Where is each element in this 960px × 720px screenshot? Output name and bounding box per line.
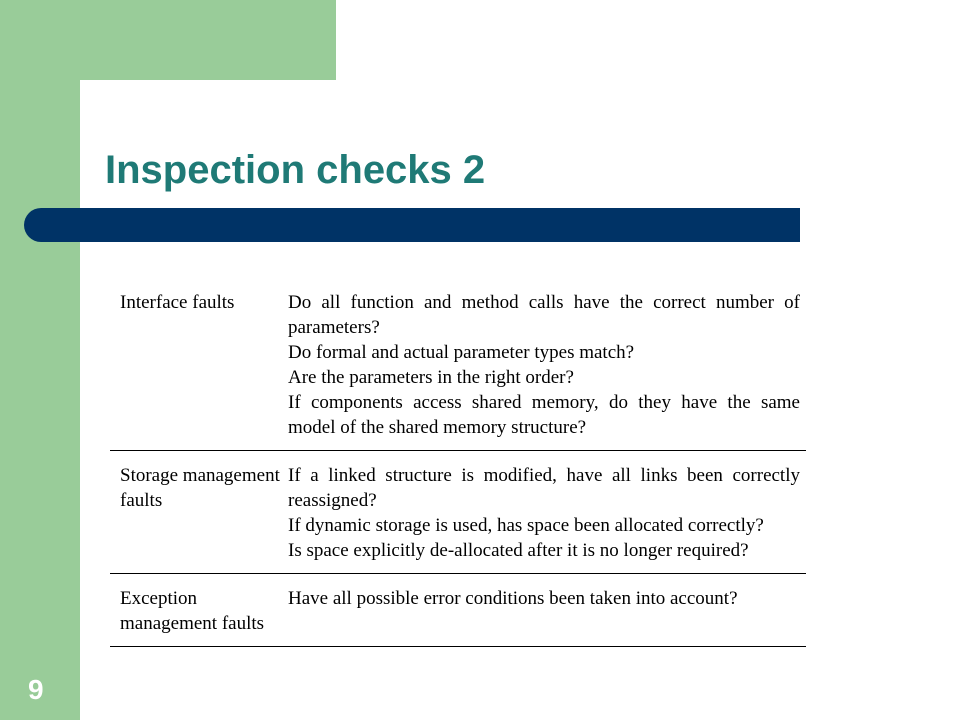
green-top-band [0,0,336,80]
fault-class-label: Interface faults [120,292,235,313]
table-row [110,574,806,647]
slide-title: Inspection checks 2 [105,148,486,192]
check-question: Have all possible error conditions been taken into account? [288,588,738,609]
table-row [110,451,806,574]
check-questions [288,463,806,563]
check-question: If dynamic storage is used, has space been allocated correctly? [288,515,764,536]
fault-class-label: Storage management faults [120,465,280,511]
check-question: Are the parameters in the right order? [288,367,574,388]
inspection-checks-table [110,278,806,647]
green-sidebar [0,0,80,720]
check-question: If components access shared memory, do they have the same model of the shared memory structure? [288,392,800,438]
check-question: Do all function and method calls have the correct number of parameters? [288,292,800,338]
check-questions [288,290,806,440]
table-row [110,278,806,451]
fault-class-label: Exception management faults [120,588,265,634]
check-question: If a linked structure is modified, have all links been correctly reassigned? [288,465,800,511]
check-question: Do formal and actual parameter types match? [288,342,635,363]
check-question: Is space explicitly de-allocated after it is no longer required? [288,540,749,561]
bar-notch [60,242,74,244]
page-number: 9 [28,674,44,705]
title-underline-bar [24,208,800,242]
check-questions [288,586,806,636]
